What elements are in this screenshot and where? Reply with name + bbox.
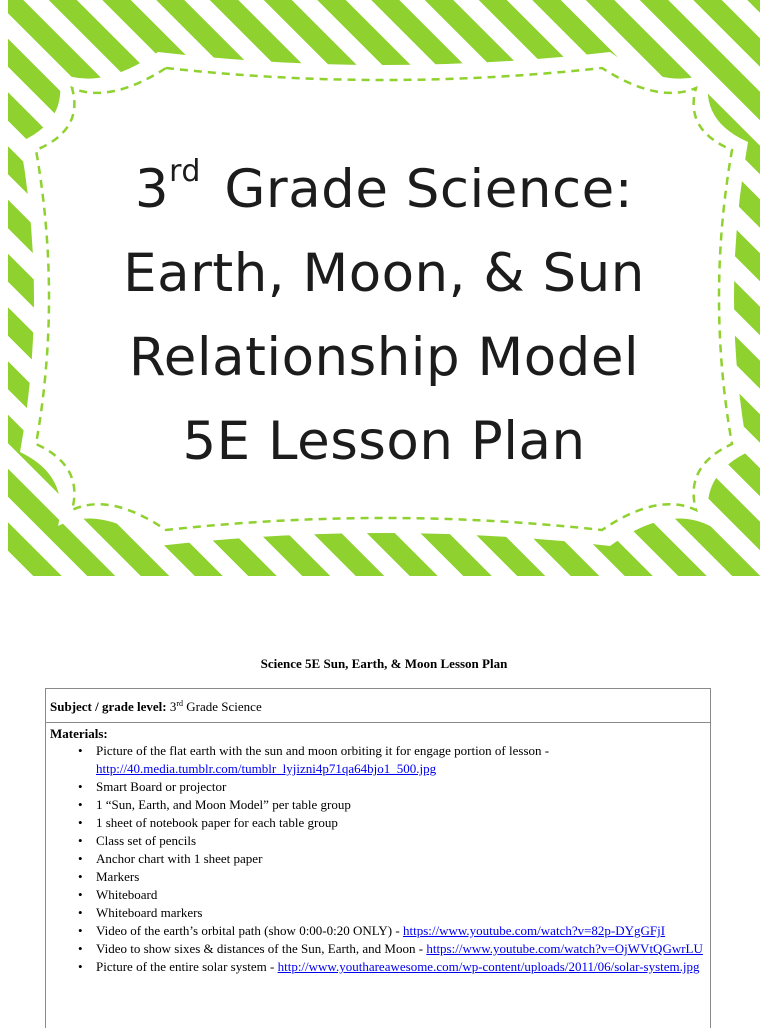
materials-section bbox=[46, 726, 710, 976]
materials-list-item bbox=[50, 904, 706, 922]
bullet-icon: • bbox=[78, 743, 83, 758]
materials-list-item bbox=[50, 778, 706, 796]
material-link[interactable]: https://www.youtube.com/watch?v=OjWVtQGwrLU bbox=[426, 941, 703, 956]
cover-title-line-1 bbox=[68, 130, 700, 232]
cover-title bbox=[68, 130, 700, 484]
cover-page bbox=[8, 0, 760, 576]
material-text: Picture of the entire solar system - bbox=[96, 959, 275, 974]
materials-list-item bbox=[50, 940, 706, 958]
bullet-icon: • bbox=[78, 779, 83, 794]
material-text: 1 sheet of notebook paper for each table group bbox=[96, 815, 338, 830]
bullet-icon: • bbox=[78, 887, 83, 902]
bullet-icon: • bbox=[78, 815, 83, 830]
bullet-icon: • bbox=[78, 833, 83, 848]
material-link[interactable]: http://www.youthareawesome.com/wp-content/uploads/2011/06/solar-system.jpg bbox=[277, 959, 700, 974]
materials-list-item bbox=[50, 796, 706, 814]
bullet-icon: • bbox=[78, 797, 83, 812]
materials-list-item bbox=[50, 958, 706, 976]
cover-title-line-3: Relationship Model bbox=[128, 327, 640, 388]
material-text: Video to show sixes & distances of the Sun, Earth, and Moon - bbox=[96, 941, 424, 956]
materials-label: Materials: bbox=[50, 726, 108, 741]
bullet-icon: • bbox=[78, 851, 83, 866]
bullet-icon: • bbox=[78, 905, 83, 920]
cover-title-line-2: Earth, Moon, & Sun bbox=[123, 243, 645, 304]
grade-number: 3 bbox=[134, 159, 170, 220]
subject-grade-number: 3 bbox=[169, 699, 177, 714]
materials-list bbox=[50, 742, 706, 976]
subject-value: Grade Science bbox=[186, 699, 262, 714]
subject-grade-ordinal: rd bbox=[176, 699, 184, 708]
material-text: Whiteboard markers bbox=[96, 905, 203, 920]
material-text: Video of the earth’s orbital path (show 0:00-0:20 ONLY) - bbox=[96, 923, 400, 938]
materials-list-item bbox=[50, 922, 706, 940]
grade-ordinal: rd bbox=[169, 154, 201, 189]
material-text: Markers bbox=[96, 869, 140, 884]
material-text: Picture of the flat earth with the sun and moon orbiting it for engage portion of lesson - bbox=[96, 743, 550, 758]
bullet-icon: • bbox=[78, 923, 83, 938]
material-text: 1 “Sun, Earth, and Moon Model” per table group bbox=[96, 797, 351, 812]
grade-science-text: Grade Science: bbox=[224, 159, 634, 220]
bullet-icon: • bbox=[78, 941, 83, 956]
lesson-plan-table bbox=[45, 688, 711, 1028]
material-link[interactable]: https://www.youtube.com/watch?v=82p-DYgGFjI bbox=[402, 923, 666, 938]
subject-label: Subject / grade level: bbox=[50, 699, 167, 714]
materials-list-item bbox=[50, 814, 706, 832]
material-text: Smart Board or projector bbox=[96, 779, 227, 794]
materials-list-item bbox=[50, 850, 706, 868]
material-text: Anchor chart with 1 sheet paper bbox=[96, 851, 263, 866]
subject-row bbox=[46, 689, 710, 723]
material-text: Whiteboard bbox=[96, 887, 158, 902]
materials-list-item bbox=[50, 832, 706, 850]
materials-list-item bbox=[50, 742, 706, 778]
lesson-plan-heading: Science 5E Sun, Earth, & Moon Lesson Plan bbox=[260, 656, 508, 671]
materials-list-item bbox=[50, 886, 706, 904]
bullet-icon: • bbox=[78, 959, 83, 974]
material-text: Class set of pencils bbox=[96, 833, 197, 848]
bullet-icon: • bbox=[78, 869, 83, 884]
material-link[interactable]: http://40.media.tumblr.com/tumblr_lyjizni4p71qa64bjo1_500.jpg bbox=[96, 761, 437, 776]
cover-title-line-4: 5E Lesson Plan bbox=[182, 411, 586, 472]
materials-list-item bbox=[50, 868, 706, 886]
